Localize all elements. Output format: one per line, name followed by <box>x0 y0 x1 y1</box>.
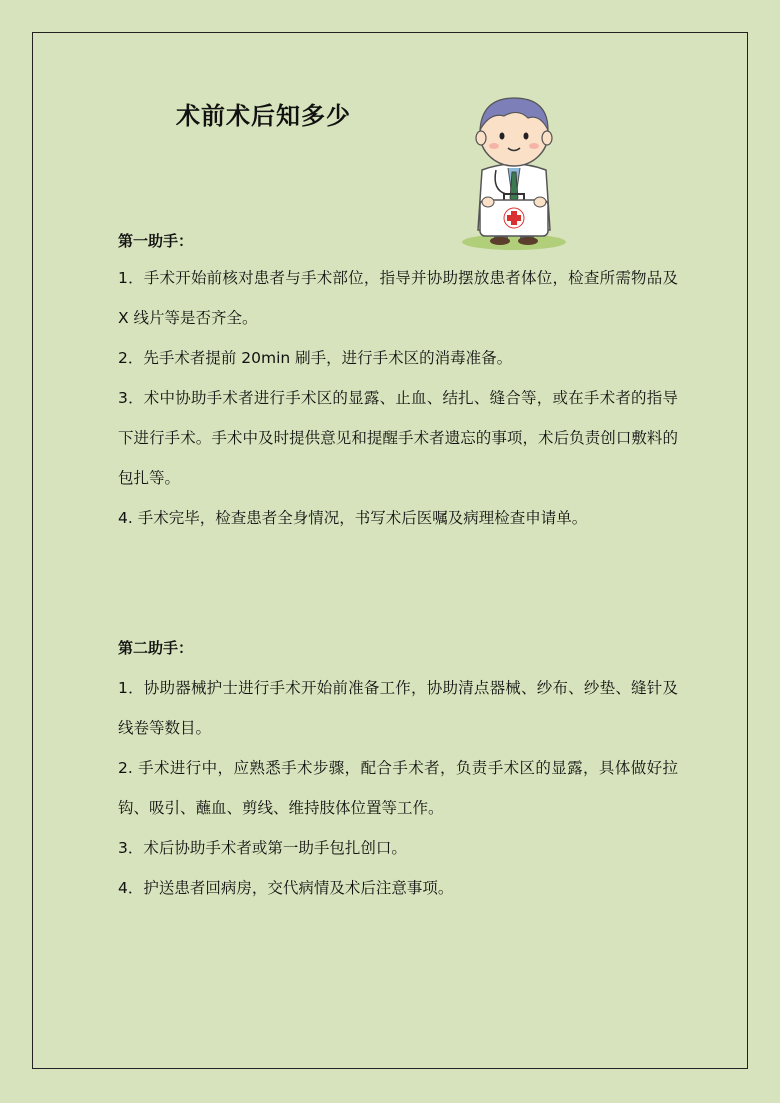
list-item: 1．手术开始前核对患者与手术部位，指导并协助摆放患者体位，检查所需物品及 X 线片等是否齐全。 <box>118 269 678 327</box>
page-title: 术前术后知多少 <box>176 102 351 130</box>
list-item: 1．协助器械护士进行手术开始前准备工作，协助清点器械、纱布、纱垫、缝针及线卷等数目。 <box>118 679 678 737</box>
section-heading-first-assistant: 第一助手： <box>118 232 194 250</box>
list-item: 4. 手术完毕，检查患者全身情况，书写术后医嘱及病理检查申请单。 <box>118 509 588 527</box>
list-item: 3．术中协助手术者进行手术区的显露、止血、结扎、缝合等，或在手术者的指导下进行手术。手术中及时提供意见和提醒手术者遗忘的事项，术后负责创口敷料的包扎等。 <box>118 389 678 487</box>
page-border <box>32 32 748 1069</box>
list-item: 2．先手术者提前 20min 刷手，进行手术区的消毒准备。 <box>118 349 513 367</box>
first-assistant-list <box>118 258 678 538</box>
second-assistant-list <box>118 668 678 908</box>
list-item: 4．护送患者回病房，交代病情及术后注意事项。 <box>118 879 454 897</box>
list-item: 3．术后协助手术者或第一助手包扎创口。 <box>118 839 407 857</box>
doctor-illustration <box>452 90 577 255</box>
section-heading-second-assistant: 第二助手： <box>118 639 194 657</box>
list-item: 2. 手术进行中，应熟悉手术步骤，配合手术者，负责手术区的显露，具体做好拉钩、吸引、蘸血、剪线、维持肢体位置等工作。 <box>118 759 678 817</box>
